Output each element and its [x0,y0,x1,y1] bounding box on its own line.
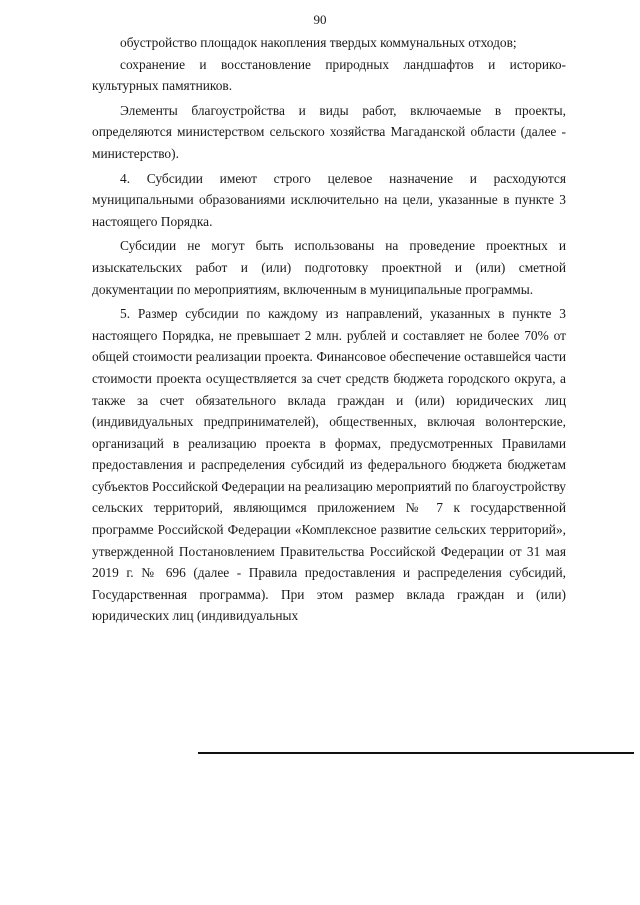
paragraph-clause-4: 4. Субсидии имеют строго целевое назначение и расходуются муниципальными образованиями исключительно на цели, указанные в пункте 3 настоящего Порядка. [92,170,566,229]
page-number: 90 [313,12,327,27]
paragraph-restrictions: Субсидии не могут быть использованы на проведение проектных и изыскательских работ и (или) подготовку проектной и (или) сметной документации по мероприятиям, включенным в муниципальные программы. [92,238,566,297]
paragraph-clause-5: 5. Размер субсидии по каждому из направлений, указанных в пункте 3 настоящего Порядка, не превышает 2 млн. рублей и составляет не более 70% от общей стоимости реализации проекта. Финансовое обеспечение оставшейся части стоимости проекта осуществляется за счет средств бюджета городского округа, а также за счет обязательного вклада граждан и (или) юридических лиц (индивидуальных предпринимателей), общественных, включая волонтерские, организаций в реализацию проекта в формах, предусмотренных Правилами предоставления и распределения субсидий из федерального бюджета бюджетам субъектов Российской Федерации на реализацию мероприятий по благоустройству сельских территорий, являющимся приложением № 7 к государственной программе Российской Федерации «Комплексное развитие сельских территорий», утвержденной Постановлением Правительства Российской Федерации от 31 мая 2019 г. № 696 (далее - Правила предоставления и распределения субсидий, Государственная программа). При этом размер вклада граждан и (или) юридических лиц (индивидуальных [92,306,566,624]
footer-rule [198,752,634,754]
document-body [92,32,566,627]
paragraph-elements: Элементы благоустройства и виды работ, включаемые в проекты, определяются министерством сельского хозяйства Магаданской области (далее - министерство). [92,102,566,161]
paragraph-landscapes: сохранение и восстановление природных ландшафтов и историко-культурных памятников. [92,56,566,94]
paragraph-waste-sites: обустройство площадок накопления твердых коммунальных отходов; [120,35,517,50]
